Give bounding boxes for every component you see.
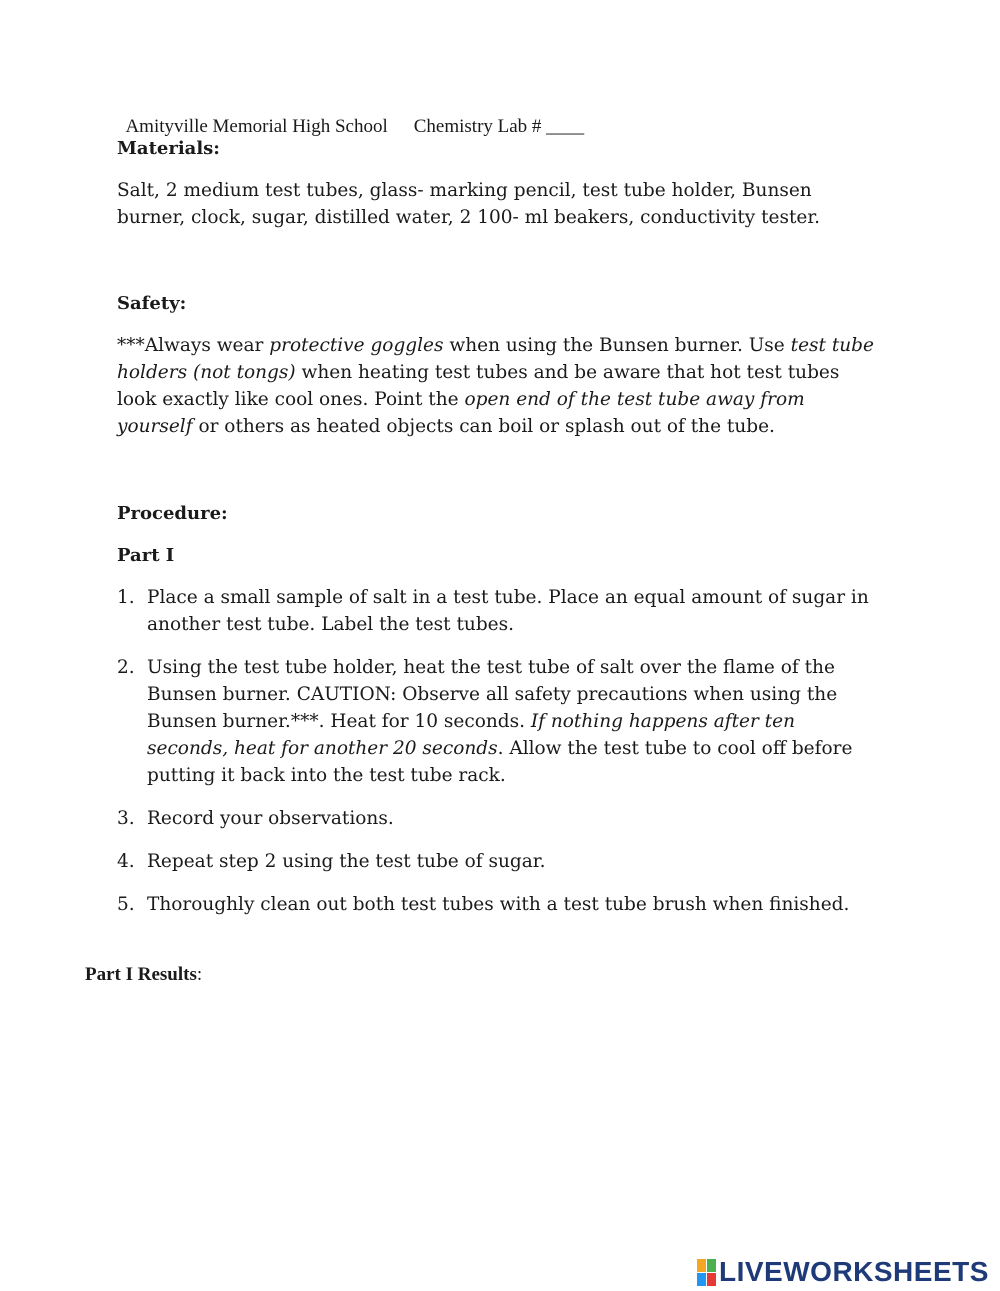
materials-text: Salt, 2 medium test tubes, glass- marking pencil, test tube holder, Bunsen burner, clock, sugar, distilled water, 2 100- ml beakers, conductivity tester. xyxy=(117,180,821,228)
safety-text: ***Always wear protective goggles when using the Bunsen burner. Use test tube holders (not tongs) when heating test tubes and be aware that hot test tubes look exactly like cool ones. Point the open end of the test tube away from yourself or others as heated objects can boil or splash out of the tube. xyxy=(117,335,874,437)
lab-title: Chemistry Lab # ____ xyxy=(413,116,585,137)
part-heading: Part I xyxy=(117,545,175,566)
brand-name: LIVEWORKSHEETS xyxy=(719,1256,989,1287)
school-name: Amityville Memorial High School xyxy=(125,116,388,137)
logo-icon xyxy=(697,1259,716,1286)
procedure-heading: Procedure: xyxy=(117,503,228,524)
procedure-steps xyxy=(117,584,877,934)
list-item: 1. Place a small sample of salt in a test tube. Place an equal amount of sugar in another test tube. Label the test tubes. xyxy=(117,587,869,635)
results-heading: Part I Results: xyxy=(85,964,203,985)
list-item: 2. Using the test tube holder, heat the test tube of salt over the flame of the Bunsen burner. CAUTION: Observe all safety precautions when using the Bunsen burner.***. Heat for 10 seconds. If nothing happens after ten seconds, heat for another 20 seconds. Allow the test tube to cool off before putting it back into the test tube rack. xyxy=(117,657,853,786)
materials-heading: Materials: xyxy=(117,138,220,159)
list-item: 3. Record your observations. xyxy=(117,808,394,829)
safety-heading: Safety: xyxy=(117,293,187,314)
document-header xyxy=(117,94,584,138)
liveworksheets-logo xyxy=(697,1256,989,1288)
list-item: 4. Repeat step 2 using the test tube of sugar. xyxy=(117,851,546,872)
list-item: 5. Thoroughly clean out both test tubes with a test tube brush when finished. xyxy=(117,894,850,915)
